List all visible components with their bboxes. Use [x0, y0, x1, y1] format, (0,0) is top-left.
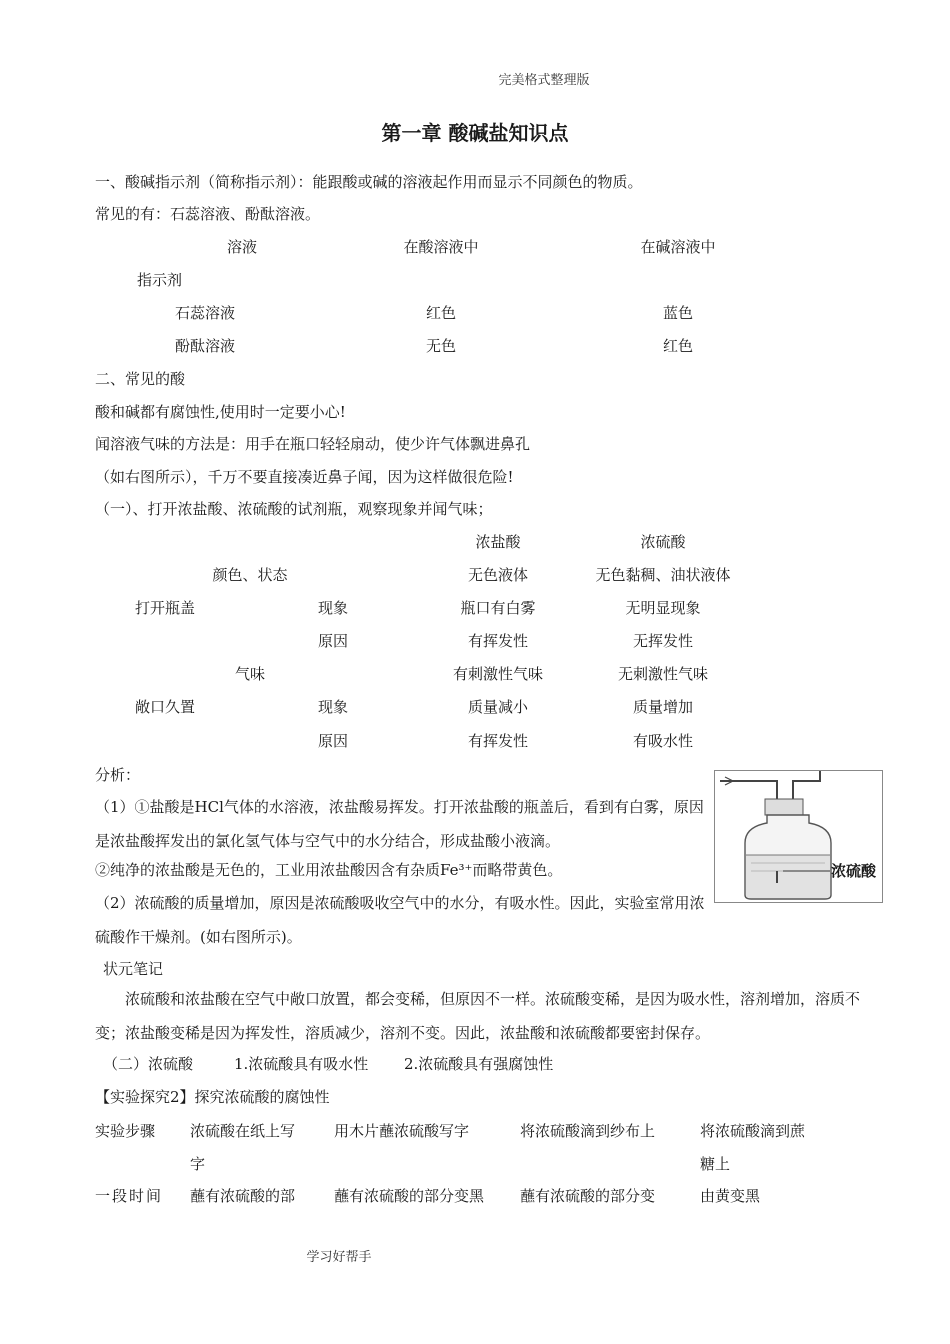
- row-name: 酚酞溶液: [174, 337, 236, 355]
- smell-method: 闻溶液气味的方法是：用手在瓶口轻轻扇动，使少许气体飘进鼻孔: [95, 435, 531, 453]
- notes-body: 浓硫酸和浓盐酸在空气中敞口放置，都会变稀，但原因不一样。浓硫酸变稀，是因为吸水性，溶剂增加，溶质不变；浓盐酸变稀是因为挥发性，溶质减少，溶剂不变。因此，浓盐酸和浓硫酸都要密封保存。: [95, 990, 861, 1042]
- cell-h2so4: 无挥发性: [632, 632, 694, 650]
- drying-bottle-figure: [714, 770, 883, 903]
- h2so4-property-2: 2.浓硫酸具有强腐蚀性: [404, 1055, 554, 1073]
- smell-method-cont: （如右图所示），千万不要直接凑近鼻子闻，因为这样做很危险!: [95, 468, 514, 486]
- step-cell: 用木片蘸浓硫酸写字: [334, 1122, 470, 1140]
- step-cell: 将浓硫酸滴到纱布上: [520, 1122, 656, 1140]
- notes-heading: 状元笔记: [103, 960, 164, 978]
- cell-hcl: 有刺激性气味: [452, 665, 544, 683]
- h2so4-property-1: 1.浓硫酸具有吸水性: [234, 1055, 369, 1073]
- row-acid: 红色: [425, 304, 457, 322]
- experiment-intro: （一）、打开浓盐酸、浓硫酸的试剂瓶，观察现象并闻气味；: [95, 500, 493, 518]
- cell-hcl: 有挥发性: [467, 732, 529, 750]
- step-cell: 浓硫酸在纸上写: [190, 1122, 296, 1140]
- col-header-solution: 溶液: [226, 238, 258, 256]
- result-cell: 蘸有浓硫酸的部分变: [520, 1187, 656, 1205]
- result-cell: 由黄变黑: [700, 1187, 761, 1205]
- cell-h2so4: 无明显现象: [625, 599, 701, 617]
- step-cell-cont: 字: [190, 1155, 206, 1173]
- col-header-base: 在碱溶液中: [640, 238, 716, 256]
- row-base: 蓝色: [662, 304, 694, 322]
- row-acid: 无色: [425, 337, 457, 355]
- col-header-h2so4: 浓硫酸: [640, 533, 686, 551]
- analysis-paragraph-3: （2）浓硫酸的质量增加，原因是浓硫酸吸收空气中的水分，有吸水性。因此，实验室常用浓硫酸作干燥剂。(如右图所示)。: [95, 894, 705, 946]
- h2so4-heading: （二）浓硫酸: [103, 1055, 194, 1073]
- page-header: 完美格式整理版: [498, 73, 590, 88]
- row-label: 现象: [317, 599, 349, 617]
- section-heading-acids: 二、常见的酸: [95, 370, 186, 388]
- indicator-definition: 一、酸碱指示剂（简称指示剂）：能跟酸或碱的溶液起作用而显示不同颜色的物质。: [95, 173, 643, 191]
- row-label: 颜色、状态: [212, 566, 288, 584]
- cell-hcl: 瓶口有白雾: [460, 599, 536, 617]
- analysis-paragraph-1: （1）①盐酸是HCl气体的水溶液，浓盐酸易挥发。打开浓盐酸的瓶盖后，看到有白雾，原因是浓盐酸挥发出的氯化氢气体与空气中的水分结合，形成盐酸小液滴。: [95, 798, 704, 850]
- step-cell-cont: 糖上: [700, 1155, 731, 1173]
- common-indicators: 常见的有：石蕊溶液、酚酞溶液。: [95, 205, 321, 223]
- cell-hcl: 有挥发性: [467, 632, 529, 650]
- row-label: 现象: [317, 698, 349, 716]
- col-header-hcl: 浓盐酸: [475, 533, 521, 551]
- row-label: 原因: [317, 632, 349, 650]
- analysis-paragraph-2: ②纯净的浓盐酸是无色的，工业用浓盐酸因含有杂质Fe³⁺而略带黄色。: [95, 861, 563, 879]
- cell-hcl: 无色液体: [467, 566, 529, 584]
- col-header-indicator: 指示剂: [137, 271, 183, 289]
- page-footer: 学习好帮手: [306, 1250, 372, 1265]
- experiment-title: 【实验探究2】探究浓硫酸的腐蚀性: [95, 1088, 330, 1106]
- row-name: 石蕊溶液: [174, 304, 236, 322]
- gas-washing-bottle-icon: [715, 771, 882, 902]
- row-label: 原因: [317, 732, 349, 750]
- row-label-steps: 实验步骤: [95, 1122, 156, 1140]
- row-base: 红色: [662, 337, 694, 355]
- group-label-leave: 敞口久置: [135, 698, 196, 716]
- cell-h2so4: 有吸水性: [632, 732, 694, 750]
- cell-h2so4: 无刺激性气味: [617, 665, 709, 683]
- cell-h2so4: 质量增加: [632, 698, 694, 716]
- group-label-open: 打开瓶盖: [135, 599, 196, 617]
- row-label: 气味: [234, 665, 266, 683]
- cell-h2so4: 无色黏稠、油状液体: [595, 566, 731, 584]
- result-cell: 蘸有浓硫酸的部: [190, 1187, 296, 1205]
- step-cell: 将浓硫酸滴到蔗: [700, 1122, 806, 1140]
- row-label-time: 一段时间: [95, 1187, 164, 1205]
- figure-label: 浓硫酸: [831, 862, 877, 880]
- col-header-acid: 在酸溶液中: [403, 238, 479, 256]
- page-title: 第一章 酸碱盐知识点: [381, 121, 569, 145]
- analysis-heading: 分析：: [95, 766, 141, 784]
- cell-hcl: 质量减小: [467, 698, 529, 716]
- result-cell: 蘸有浓硫酸的部分变黑: [334, 1187, 485, 1205]
- corrosion-warning: 酸和碱都有腐蚀性,使用时一定要小心!: [95, 403, 346, 421]
